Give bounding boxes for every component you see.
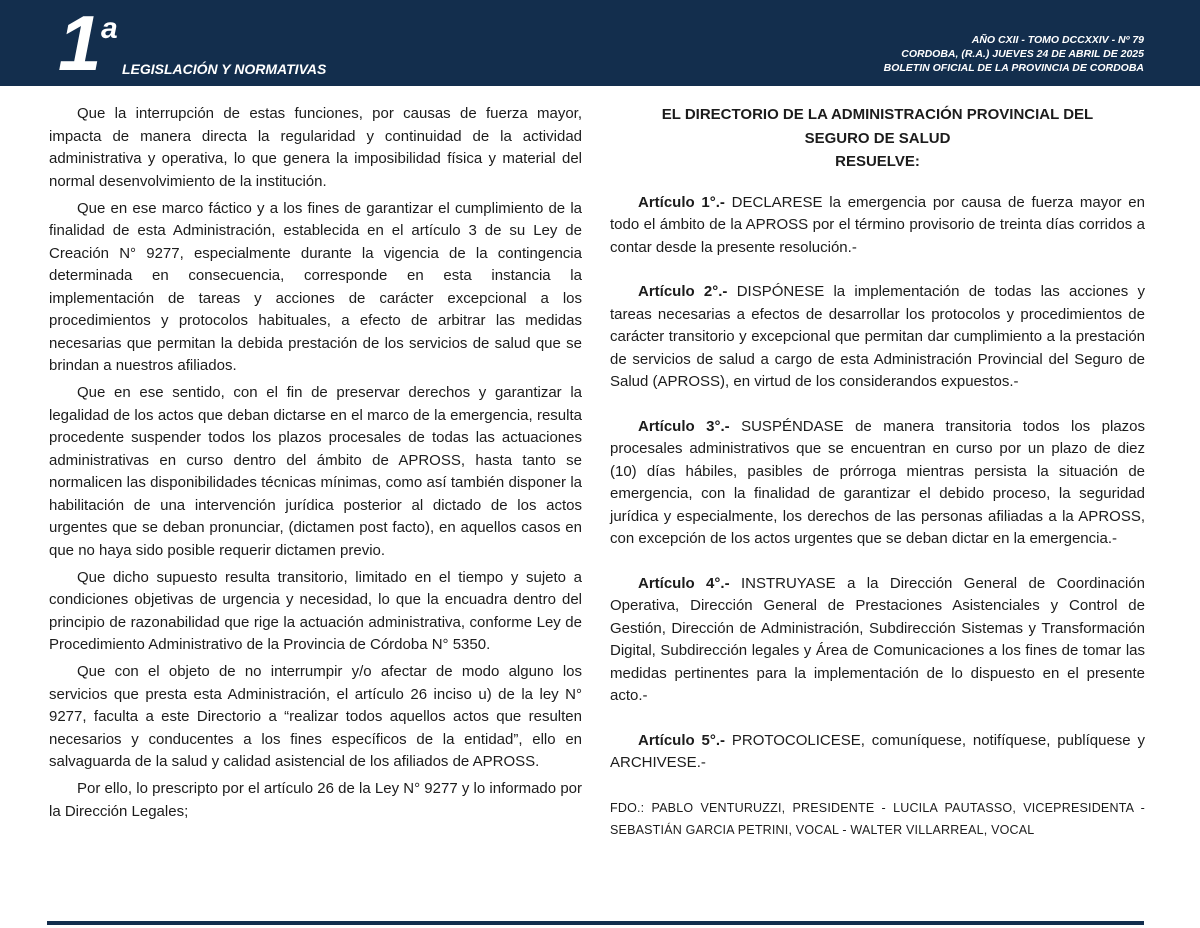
section-number: 1 xyxy=(58,0,100,87)
publication-name: BOLETIN OFICIAL DE LA PROVINCIA DE CORDOBA xyxy=(883,62,1144,74)
article-text: DISPÓNESE la implementación de todas las acciones y tareas necesarias a efectos de desarrollar los protocolos y procedimientos de carácter transitorio y excepcional que permitan dar cumplimiento a la prestación de servicios de salud a cargo de esta Administración Provincial del Seguro de Salud (APROSS), en virtud de los considerandos expuestos.- xyxy=(610,283,1145,390)
article-text: DECLARESE la emergencia por causa de fuerza mayor en todo el ámbito de la APROSS por el término provisorio de treinta días corridos a contar desde la presente resolución.- xyxy=(610,193,1145,256)
right-column xyxy=(610,103,1145,841)
section-title: LEGISLACIÓN Y NORMATIVAS xyxy=(122,61,327,77)
issue-info xyxy=(884,33,1144,75)
article-4 xyxy=(610,573,1145,708)
article-3 xyxy=(610,416,1145,551)
article-label: Artículo 2°.- xyxy=(638,283,728,300)
section-superscript: a xyxy=(101,12,118,45)
heading-line: EL DIRECTORIO DE LA ADMINISTRACIÓN PROVINCIAL DEL xyxy=(661,106,1094,123)
article-text: SUSPÉNDASE de manera transitoria todos los plazos procesales administrativos que se encuentran en curso por un plazo de diez (10) días hábiles, pasibles de prórroga mientras persista la situación de emergencia, con la finalidad de garantizar el debido proceso, la seguridad jurídica y especialmente, los derechos de las personas afiliadas a la APROSS, con excepción de los actos urgentes que se deban dictar en la emergencia.- xyxy=(610,417,1145,547)
article-5 xyxy=(610,730,1145,775)
considerando-paragraph: Que la interrupción de estas funciones, por causas de fuerza mayor, impacta de manera directa la regularidad y continuidad de la actividad administrativa y operativa, lo que genera la imposibilidad física y material del normal desenvolvimiento de la institución. xyxy=(49,105,582,190)
left-column xyxy=(49,103,582,823)
signatures-block xyxy=(610,797,1145,841)
considerando-paragraph: Que en ese sentido, con el fin de preservar derechos y garantizar la legalidad de los actos que deban dictarse en el marco de la emergencia, resulta procedente suspender todos los plazos procesales de todas las actuaciones administrativas en curso dentro del ámbito de APROSS, hasta tanto se normalicen las disponibilidades técnicas mínimas, como así también disponer la habilitación de una intervención jurídica posterior al dictado de los actos urgentes que se deban pronunciar, (dictamen post facto), en aquellos casos en que no haya sido posible requerir dictamen previo. xyxy=(49,384,582,559)
considerando-paragraph: Que en ese marco fáctico y a los fines de garantizar el cumplimiento de la finalidad de esta Administración, establecida en el artículo 3 de su Ley de Creación N° 9277, especialmente durante la vigencia de la contingencia determinada en consecuencia, corresponde en esta instancia la implementación de tareas y acciones de carácter excepcional a los procedimientos y protocolos habituales, a efecto de arbitrar las medidas necesarias que permitan la debida prestación de los servicios de salud que se brindan a nuestros afiliados. xyxy=(49,199,582,374)
considerando-paragraph: Por ello, lo prescripto por el artículo 26 de la Ley N° 9277 y lo informado por la Dirección Legales; xyxy=(49,780,582,820)
considerando-paragraph: Que dicho supuesto resulta transitorio, limitado en el tiempo y sujeto a condiciones objetivas de urgencia y necesidad, lo que la encuadra dentro del principio de razonabilidad que rige la actuación administrativa, conforme Ley de Procedimiento Administrativo de la Provincia de Córdoba N° 5350. xyxy=(49,568,582,653)
issue-volume: AÑO CXII - TOMO DCCXXIV - Nº 79 xyxy=(971,34,1144,46)
article-text: INSTRUYASE a la Dirección General de Coordinación Operativa, Dirección General de Prestaciones Asistenciales y Control de Gestión, Dirección de Administración, Subdirección Sistemas y Transformación Digital, Subdirección legales y Área de Comunicaciones a los fines de tomar las medidas pertinentes para la implementación de lo dispuesto en el presente acto.- xyxy=(610,574,1145,704)
article-label: Artículo 4°.- xyxy=(638,574,730,592)
issue-date: CORDOBA, (R.A.) JUEVES 24 DE ABRIL DE 2025 xyxy=(901,48,1144,60)
article-label: Artículo 3°.- xyxy=(638,417,730,435)
article-label: Artículo 1°.- xyxy=(638,193,725,211)
masthead xyxy=(0,0,1200,86)
signatures-text: FDO.: PABLO VENTURUZZI, PRESIDENTE - LUCILA PAUTASSO, VICEPRESIDENTA - SEBASTIÁN GARCIA PETRINI, VOCAL - WALTER VILLARREAL, VOCAL xyxy=(610,800,1145,837)
article-label: Artículo 5°.- xyxy=(638,731,726,749)
resolution-heading xyxy=(610,103,1145,174)
article-1 xyxy=(610,192,1145,260)
heading-resuelve: RESUELVE: xyxy=(835,153,920,170)
footer-rule xyxy=(47,921,1144,925)
article-2 xyxy=(610,281,1145,394)
considerando-paragraph: Que con el objeto de no interrumpir y/o afectar de modo alguno los servicios que presta esta Administración, el artículo 26 inciso u) de la ley N° 9277, faculta a este Directorio a “realizar todos aquellos actos que resulten necesarios y conducentes a los fines específicos de la entidad”, ello en salvaguarda de la salud y calidad asistencial de los afiliados de APROSS. xyxy=(49,663,582,770)
heading-line: SEGURO DE SALUD xyxy=(804,129,951,147)
article-text: PROTOCOLICESE, comuníquese, notifíquese, publíquese y ARCHIVESE.- xyxy=(610,731,1145,771)
